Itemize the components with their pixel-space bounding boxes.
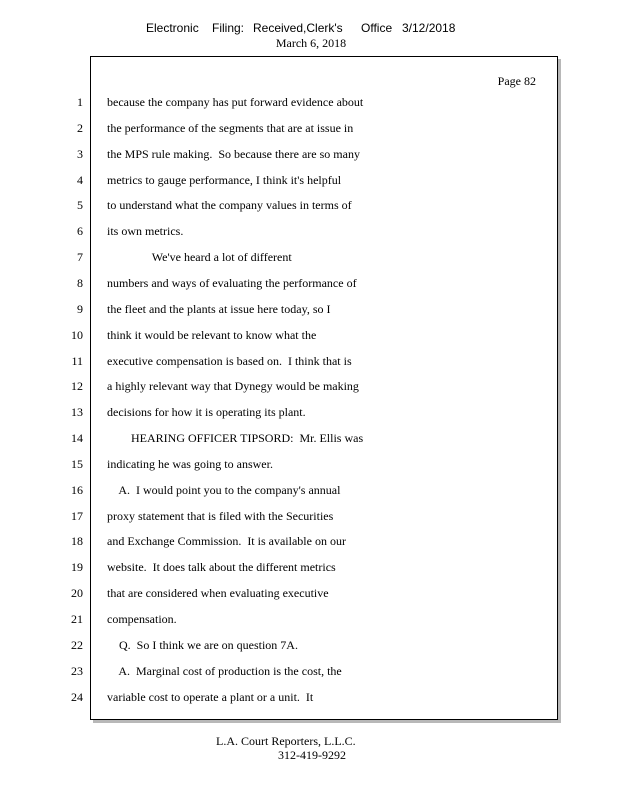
line-number: 13 [71,405,83,419]
line-number: 17 [71,509,83,523]
transcript-line: A. Marginal cost of production is the cost, the [107,664,342,678]
line-number: 11 [71,354,83,368]
transcript-line: decisions for how it is operating its plant. [107,405,306,419]
transcript-line: A. I would point you to the company's annual [107,483,341,497]
hearing-date: March 6, 2018 [275,36,347,50]
transcript-line: and Exchange Commission. It is available on our [107,534,346,548]
reporter-phone: 312-419-9292 [278,748,346,762]
transcript-line: metrics to gauge performance, I think it's helpful [107,173,342,187]
transcript-line: because the company has put forward evidence about [107,95,364,109]
line-number: 15 [71,457,83,471]
transcript-line: a highly relevant way that Dynegy would be making [107,379,359,393]
transcript-line: We've heard a lot of different [107,250,292,264]
filing-stamp [0,20,618,36]
line-number: 18 [71,534,83,548]
transcript-line: think it would be relevant to know what the [107,328,317,342]
filing-stamp-word: Filing: [212,21,245,35]
line-number: 8 [77,276,83,290]
line-number: 24 [71,690,83,704]
transcript-line: numbers and ways of evaluating the performance of [107,276,357,290]
line-number: 9 [77,302,83,316]
line-number: 5 [77,198,83,212]
transcript-line: its own metrics. [107,224,184,238]
transcript-line: Q. So I think we are on question 7A. [107,638,298,652]
line-number: 21 [71,612,83,626]
transcript-line: that are considered when evaluating executive [107,586,329,600]
line-number: 3 [77,147,83,161]
transcript-line: the performance of the segments that are at issue in [107,121,354,135]
line-number: 6 [77,224,83,238]
transcript-line: variable cost to operate a plant or a unit. It [107,690,314,704]
transcript-line: the fleet and the plants at issue here today, so I [107,302,331,316]
line-number: 16 [71,483,83,497]
transcript-line: compensation. [107,612,177,626]
line-number: 10 [71,328,83,342]
line-number: 23 [71,664,83,678]
filing-stamp-word: Received,Clerk's [253,21,343,35]
line-number: 14 [71,431,83,445]
line-number: 7 [77,250,83,264]
transcript-line: to understand what the company values in terms of [107,198,352,212]
line-number: 2 [77,121,83,135]
line-number: 12 [71,379,83,393]
reporter-name: L.A. Court Reporters, L.L.C. [216,734,356,748]
filing-stamp-word: Electronic [146,21,199,35]
transcript-page [71,56,558,720]
transcript-line: the MPS rule making. So because there are so many [107,147,360,161]
line-number: 20 [71,586,83,600]
transcript-line: indicating he was going to answer. [107,457,273,471]
transcript-line: executive compensation is based on. I think that is [107,354,352,368]
filing-stamp-word: Office [361,21,393,35]
transcript-line: proxy statement that is filed with the Securities [107,509,334,523]
transcript-line: website. It does talk about the different metrics [107,560,336,574]
line-number: 1 [77,95,83,109]
transcript-line: HEARING OFFICER TIPSORD: Mr. Ellis was [107,431,364,445]
line-number: 22 [71,638,83,652]
line-number: 19 [71,560,83,574]
page-number: Page 82 [497,74,536,88]
line-number: 4 [77,173,83,187]
filing-stamp-date: 3/12/2018 [402,21,456,35]
